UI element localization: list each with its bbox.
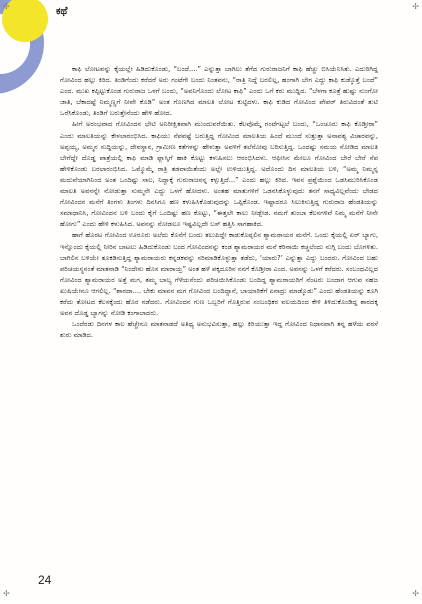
paragraph: ಹಾಗೆ ಹೊರಟ ಗೋವಿಂದ ಊರೂರು ಅಲೆದು ಕೊನೆಗೆ ಬಂದು ತಲುಪಿದ್ದೇ ಕಾಡುಕೊಪ್ಪಲಿನ ಶ್ಯಾಮರಾಯರ ಮನೆಗೆ. ಒಂದು ಕೈಯಲ್ಲಿ ಏರ್ ಬ್ಯಾಗು, ಇನ್ನೊಂದು ಕೈಯಲ್ಲಿ ನೀರಿನ ಬಾಟಲು ಹಿಡಿದುಕೊಂಡು ಬಂದ ಗೋವಿಂದನನ್ನು ಕಂಡ ಶ್ಯಾಮರಾಯರ ಮನೆ ಕರಿನಾಯಿ ಕಚ್ಚಲೆಂದು ನುಗ್ಗಿ ಬಂದು ಬೊಗಳಿತು. ಬಾಗಿಲಿನ ಬಳಿಯೇ ತೂಕಡಿಸುತ್ತಿದ್ದ ಶ್ಯಾಮರಾಯರು ಕನ್ನಡಕವನ್ನು ಸರಿಮಾಡಿಕೊಳ್ಳುತ್ತಾ ತಡೆದು, ‘ಯಾರು?’ ಎನ್ನುತ್ತಾ ಎದ್ದು ಬಂದರು. ಗೋವಿಂದ ಬಹು ಪರಿಚಯಸ್ಥನಂತೆ ಮಾತನಾಡಿ “ನಿಂದೇನು ಹೊಸ ಮಾರಾಯ್ರ” ಅಂತ ಹಳೆ ಪಕ್ಕದೂರಿನ ನನಗೆ ಕೊಡ್ತೀರಾ ಎಂದ. ಅವನನ್ನು ಒಳಗೆ ಕರೆದರು. ಸಂಬಂಧವಿಲ್ಲದ ಗೋವಿಂದ ಶ್ಯಾಮರಾಯರ ಅತ್ತೆ ಮಗ, ತಮ್ಮ ಬಾಲ್ಯ ಗೆಳೆಯನೆಂದು ಪರಿಚಯಿಸಿಕೊಂಡು ಬಂದಿದ್ದ ಶ್ಯಾಮರಾಯರಿಗೆ ನೆಂಟರು ಬಂದಾಗ ಆಗುವ ಸಹಜ ಖುಷಿಯೇನೂ ಆಗಲಿಲ್ಲ. “ಶಾರದಾ.... ಬೇಕು ಮಾವನ ಮಗ ಗೋವಿಂದ ಬಂದಿದ್ದಾನೆ, ಬಾಯಾರಿಕೆಗೆ ಏನಾದ್ರು ಮಾಡ್ಕೊಡು” ಎಂದು ಹೆಂಡತಿಯನ್ನು ಕೂಗಿ ಕರೆದು ತೋಟದ ಕೆಲಸಕ್ಕೆಂದು ಹೊರ ನಡೆದರು. ಗೋವಿಂದನ ಗುಣ ಒಬ್ಬರಿಗೆ ಗೊತ್ತಿರುವ ಸಂಬಂಧಿಕರ ವಲಯದಿಂದ ಕೇಳಿ ತಿಳಿದುಕೊಂಡಿದ್ದ ಶಾರದಕ್ಕ ಅವನ ದೊಡ್ಡ ಬ್ಯಾಗನ್ನು ನೋಡಿ ಕಂಗಾಲಾದರು.	[60, 231, 378, 318]
page-number: 24	[38, 573, 52, 587]
paragraph: ಹೀಗೆ ಅರಂಭವಾದ ಗೋವಿಂದನ ಭೇಟಿ ಅನಿರೀಕ್ಷಿತವಾಗಿ ಮುಂದುವರೆಯಿತು. ಕೆಲವೊಮ್ಮೆ ಗಂಟೆಗಟ್ಟಲೆ ಬಂದು, “ಒಂಚೂರು ಕಾಫಿ ಕೊಡ್ತೀರಾ” ಎಂದು ಮಾಲತಿಯನ್ನು ಕೇಳಲಾರಂಭಿಸಿದ. ಕಾಫಿಯು ನೆಪವಷ್ಟೆ ಬರುತ್ತಿದ್ದ ಗೋವಿಂದ ಮಾಲತಿಯ ಹಿಂದೆ ಮುಂದೆ ಸುತ್ತುತ್ತಾ ಅನಾವಶ್ಯ ವಿಚಾರವನ್ನು, ಅಪ್ಪಯ್ಯ, ಅಮ್ಮನ ಸುದ್ದಿಯನ್ನು, ದೇವಸ್ಥಾನ, ಗ್ರಾಮೀಣ ಕತೆಗಳನ್ನು ಹೇಳುತ್ತಾ ಅವಳಿಗೆ ತಲೆನೋವು ಬರಿಸುತ್ತಿದ್ದ. ಒಂದಷ್ಟು ಸಮಯ ನೋಡಿದ ಮಾಲತಿ ಬೇಗೆದ್ದೇ ದೊಡ್ಡ ಪಾತ್ರೆಯಲ್ಲಿ ಕಾಫಿ ಮಾಡಿ ಫ್ಲಾಸ್ಕಿಗೆ ಹಾಕಿ ಕೊಟ್ಟು ಕಳುಹಿಸಲು ಆರಂಭಿಸಿದಳು. ಆಫೀಸಿನ ಮೇಲೂ ಗೋವಿಂದ ಬೇರೆ ಬೇರೆ ನೆಪ ಹೇಳಿಕೊಂಡು ಬರಲಾರಂಭಿಸಿದ. ಒಮ್ಮೊಮ್ಮೆ ರಾತ್ರಿ ತಡವಾಯಿತೆಂದು ಅಲ್ಲೇ ಉಳಿಯುತ್ತಿದ್ದ. ಅದೊಂದು ದಿನ ಮಾಲತಿಯ ಬಳಿ, “ಅಮ್ಮ ನಿಮ್ಮನ್ನ ಮದುವೆಯಾಗಿನಿಂದ ಅಂತ ಒಂದಿಷ್ಟು ಸಾಲ, ನಿದ್ದಾಕ್ಕೆ ಗುರುರಾಜನನ್ನ ಕಳ್ಸುತ್ತಿದೆ...” ಎಂದು ಹಲ್ಲು ಕಿರಿದ. ಇವನ ಪ್ರಶ್ನೆಯಿಂದ ಒಡಸಿಮುರಿಸಿಕೊಂಡ ಮಾಲತಿ ಅವನನ್ನೇ ನೋಡುತ್ತಾ ಸುಮ್ಮನೇ ಎದ್ದು ಒಳಗೆ ಹೋದಳು. ಅಂತಹ ಮಾತುಗಳಿಗೆ ಒಡನಸಿಕೊಳ್ಳುವುದು ತನಗೆ ಸಾಧ್ಯವಿಲ್ಲವೆಂದು ಬೇಡದ ಗೋವಿಂದನ ಮನೆಗೆ ತಿಂಗಳು ತಿಂಗಳು ದಿನಸಿಗೂ ಹಣ ಕಳುಹಿಸಿಕೊಡುವುದನ್ನು ಒಪ್ಪಿಕೊಂಡ. ಇಷ್ಟಾದರೂ ಸಿಲುಕಿಸುತ್ತಿದ್ದ ಗುರುರಾಜ ಹೆಂಡತಿಯನ್ನು ಸಮಾಧಾನಿಸಿ, ಗೋವಿಂದನ ಬಳಿ ಬಂದು ಕೈಗೆ ಒಂದಿಷ್ಟು ಹಣ ಕೊಟ್ಟು, “ಈತ್ತಲೇ ಕಾಲು ನೀಡ್ಬೇಡ. ನಮಗೆ ತುಂಬಾ ಕೆಲಸಗಳಿವೆ ನಿಮ್ಮ ಮನೆಗೆ ನೀನೇ ಹೋಗು” ಎಂದು ಹೇಳಿ ಕಳುಹಿಸಿದ. ಅವನನ್ನು ನೋಡಲೂ ಇಷ್ಟವಿಲ್ಲದೇ ಬಸ್‌ ಹತ್ತಿಸಿ ಸಾಗಹಾಕಿದ.	[60, 120, 378, 229]
paragraph: ಒಂದೆರಡು ದಿನಗಳ ಕಾಲ ಹೆಚ್ಚೇನೂ ಮಾತನಾಡದೆ ಅತಿಥ್ಯ ಅನುಭವಿಸುತ್ತಾ, ಹಲ್ಲು ಕಿರಿಯುತ್ತಾ ಇದ್ದ ಗೋವಿಂದ ನಿಧಾನವಾಗಿ ತನ್ನ ಹಳೆಯ ವರಸೆ ಶುರು ಮಾಡಿದ.	[60, 320, 378, 340]
section-label: ಕಥೆ	[56, 6, 68, 17]
paragraph: ಕಾಫಿ ಲೋಟವನ್ನು ಕೈಯಲ್ಲೇ ಹಿಡಿದುಕೊಂಡು, “ಬಂದೆ....” ಎನ್ನುತ್ತಾ ಬಾಗಿಲು ತೆಗೆದ ಗುರುರಾಜನಿಗೆ ಕಾಫಿ ಹೆಚ್ಚು ಬಿಸಿಯೆನಿಸಿತು. ಎದುರಿಗಿದ್ದ ಗೋವಿಂದ ಹಲ್ಲು ಕಿರಿದ. ತಿಂಡಿಗೆಂದು ಕರೆದರೆ ಅರು ಗಂಟೆಗೇ ಬಂದು ನಿಂತವನು, “ರಾತ್ರಿ ನಿದ್ದೆ ಬರಲಿಲ್ಲ, ಹಂಗಾಗಿ ಬೇಗ ಎದ್ದು ಕಾಫಿ ಕುಡ್ಕೊತ್ತೆ ಬಂದೆ” ಎಂದ. ಮುಖ ಕಪ್ಪಿಟ್ಟುಕೊಂಡ ಗುರುರಾಜ ಒಳಗೆ ಬಂದು, “ಅವನಿಗೊಂದು ಲೋಟ ಕಾಫಿ” ಎಂದು ಒಗೆ ಕರು ಮುದ್ದಿದ. “ಬೆಳಗಾ ಕೂತ್ರೆ ಹುಷ್ಟು ನುಂಗೋ ಜಾತಿ, ಬೆಕಾದಷ್ಟೆ ನಿಮ್ಮಣ್ಣಗೆ ನೀವೇ ಕೊಡಿ” ಅಂತ ಗೊಣಗಿದ ಮಾಲತಿ ಲೋಟ ಕುಟ್ಟಿದಳು. ಕಾಫಿ ಕುಡಿದ ಗೋವಿಂದ ಪೇಪರ್ ತಿರುವಿದಂತೆ ತುಟಿ ಒರೆಸಿಕೊಂಡು, ತಿಂಡಿಗೆ ಬರುತ್ತೇನೆಂದು ಹೇಳಿ ಹೋದ.	[60, 65, 378, 118]
crop-mark-top-right: ✢	[412, 2, 419, 11]
crop-mark-top-left: ✢	[3, 2, 10, 11]
crop-mark-bottom-left: ✢	[3, 589, 10, 598]
crop-mark-bottom-right: ✢	[412, 589, 419, 598]
story-body	[60, 64, 378, 604]
